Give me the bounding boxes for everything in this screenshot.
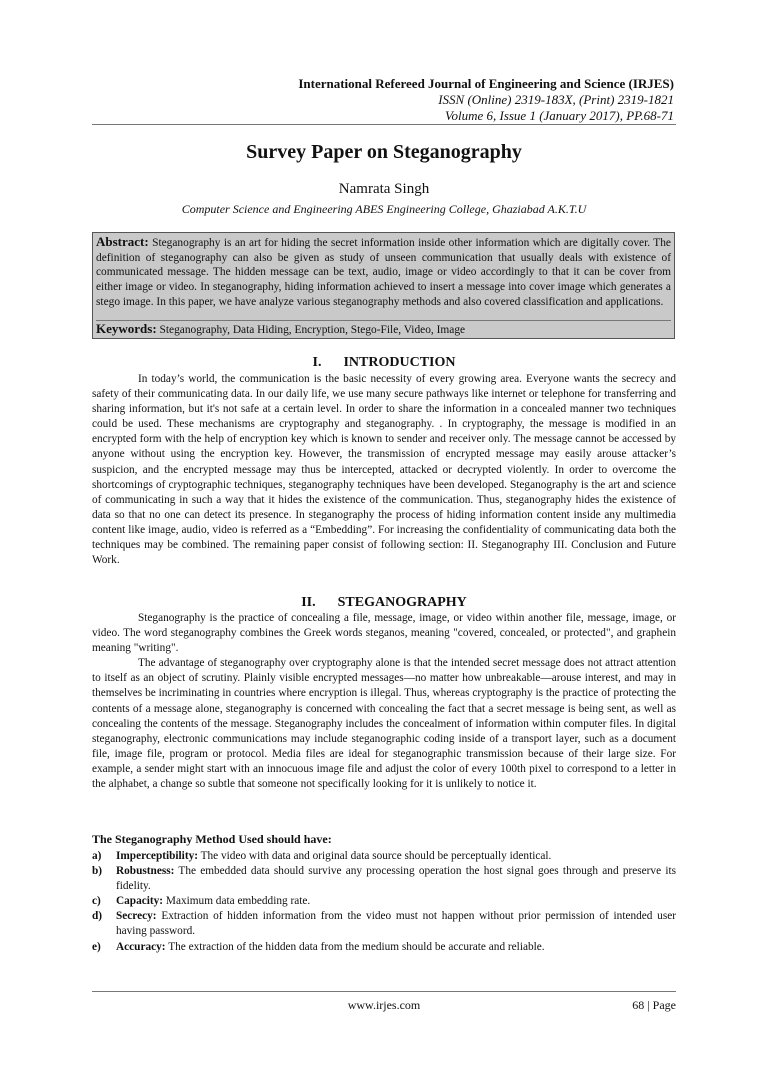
paragraph: The advantage of steganography over cryptography alone is that the intended secret message does not attract attention to itself as an object of scrutiny. Plainly visible encrypted messages—no matter how unbreakable—arouse interest, and may in themselves be incriminating in countries where encryption is illegal. Thus, whereas cryptography is the practice of protecting the contents of a message alone, steganography is concerned with concealing the fact that a secret message is being sent, as well as concealing the contents of the message. Steganography includes the concealment of information within computer files. In digital steganography, electronic communications may include steganographic coding inside of a transport layer, such as a document file, image file, program or protocol. Media files are ideal for steganographic transmission because of their large size. For example, a sender might start with an innocuous image file and adjust the color of every 100th pixel to correspond to a letter in the alphabet, a change so subtle that someone not specifically looking for it is unlikely to notice it. <box>92 657 676 791</box>
methods-list <box>92 849 676 955</box>
keywords-line <box>96 320 671 338</box>
section-title: STEGANOGRAPHY <box>337 595 467 610</box>
steganography-body <box>92 611 676 792</box>
list-item <box>92 909 676 939</box>
journal-name: International Refereed Journal of Engineering and Science (IRJES) <box>298 76 674 91</box>
author-affiliation: Computer Science and Engineering ABES Engineering College, Ghaziabad A.K.T.U <box>181 202 587 216</box>
section-number: II. <box>301 595 316 610</box>
author-name: Namrata Singh <box>338 181 430 197</box>
abstract-text: Steganography is an art for hiding the secret information inside other information which are digitally cover. The definition of steganography can also be given as study of unseen communication that usually deals with existence of communicated message. The hidden message can be text, audio, image or video accordingly to that it can be cover from either image or video. In steganography, hiding information achieved to insert a message into cover image which generates a stego image. In this paper, we have analyze various steganography methods and also covered classification and applications. <box>96 237 671 308</box>
keywords-label: Keywords: <box>96 321 157 337</box>
list-item <box>92 894 676 909</box>
paper-title: Survey Paper on Steganography <box>246 141 522 163</box>
paragraph: Steganography is the practice of concealing a file, message, image, or video within another file, message, image, or video. The word steganography combines the Greek words steganos, meaning "covered, concealed, or protected", and graphein meaning "writing". <box>92 612 676 655</box>
list-item <box>92 864 676 894</box>
list-marker: e) <box>92 940 101 953</box>
footer-divider <box>92 991 676 992</box>
list-text: Maximum data embedding rate. <box>165 895 311 908</box>
abstract-box <box>92 232 675 339</box>
keywords-text: Steganography, Data Hiding, Encryption, Stego-File, Video, Image <box>159 324 466 337</box>
list-marker: d) <box>92 910 103 923</box>
list-text: The video with data and original data source should be perceptually identical. <box>200 850 552 862</box>
list-marker: a) <box>92 850 102 862</box>
list-term: Imperceptibility: <box>116 850 198 862</box>
section-number: I. <box>312 355 322 370</box>
footer-url: www.irjes.com <box>347 998 421 1012</box>
paragraph: In today’s world, the communication is the basic necessity of every growing area. Everyone wants the secrecy and safety of their communicating data. In our daily life, we use many secure pathways like internet or telephone for transferring and sharing information, but it's not safe at a certain level. In order to share the information in a concealed manner two techniques could be used. These mechanisms are cryptography and steganography. . In cryptography, the message is modified in an encrypted form with the help of encryption key which is known to sender and receiver only. The message cannot be accessed by anyone without using the encryption key. However, the transmission of encrypted message may easily arouse attacker’s suspicion, and the encrypted message may thus be intercepted, attacked or decrypted violently. In order to overcome the shortcomings of cryptographic techniques, steganography techniques have been developed. Steganography is the art and science of communicating in such a way that it hides the existence of the communication. Thus, steganography hides the existence of data so that no one can detect its presence. In steganography the process of hiding information content inside any multimedia content like image, audio, video is referred as a “Embedding”. For increasing the confidentiality of communicating data both the techniques may be combined. The remaining paper consist of following section: II. Steganography III. Conclusion and Future Work. <box>92 373 676 567</box>
list-text: Extraction of hidden information from the video must not happen without prior permission of intended user having password. <box>116 910 677 938</box>
list-term: Accuracy: <box>116 940 166 953</box>
list-marker: c) <box>92 895 101 908</box>
abstract-label: Abstract: <box>96 234 149 249</box>
list-item <box>92 849 676 864</box>
section-title: INTRODUCTION <box>343 355 456 370</box>
journal-volume: Volume 6, Issue 1 (January 2017), PP.68-71 <box>444 108 674 123</box>
list-text: The extraction of the hidden data from the medium should be accurate and reliable. <box>168 940 545 953</box>
list-term: Capacity: <box>116 895 164 908</box>
list-item <box>92 940 676 955</box>
section-heading-introduction <box>0 355 768 371</box>
list-text: The embedded data should survive any processing operation the host signal goes through and preserve its fidelity. <box>116 865 676 893</box>
list-marker: b) <box>92 865 103 878</box>
header-divider <box>92 124 676 125</box>
journal-issn: ISSN (Online) 2319-183X, (Print) 2319-1821 <box>438 92 674 107</box>
list-term: Robustness: <box>116 865 175 878</box>
section-heading-steganography <box>0 595 768 611</box>
methods-heading: The Steganography Method Used should have: <box>92 832 332 846</box>
page-number: 68 | Page <box>632 998 676 1012</box>
introduction-body <box>92 372 676 568</box>
journal-header <box>298 76 674 124</box>
list-term: Secrecy: <box>116 910 157 923</box>
